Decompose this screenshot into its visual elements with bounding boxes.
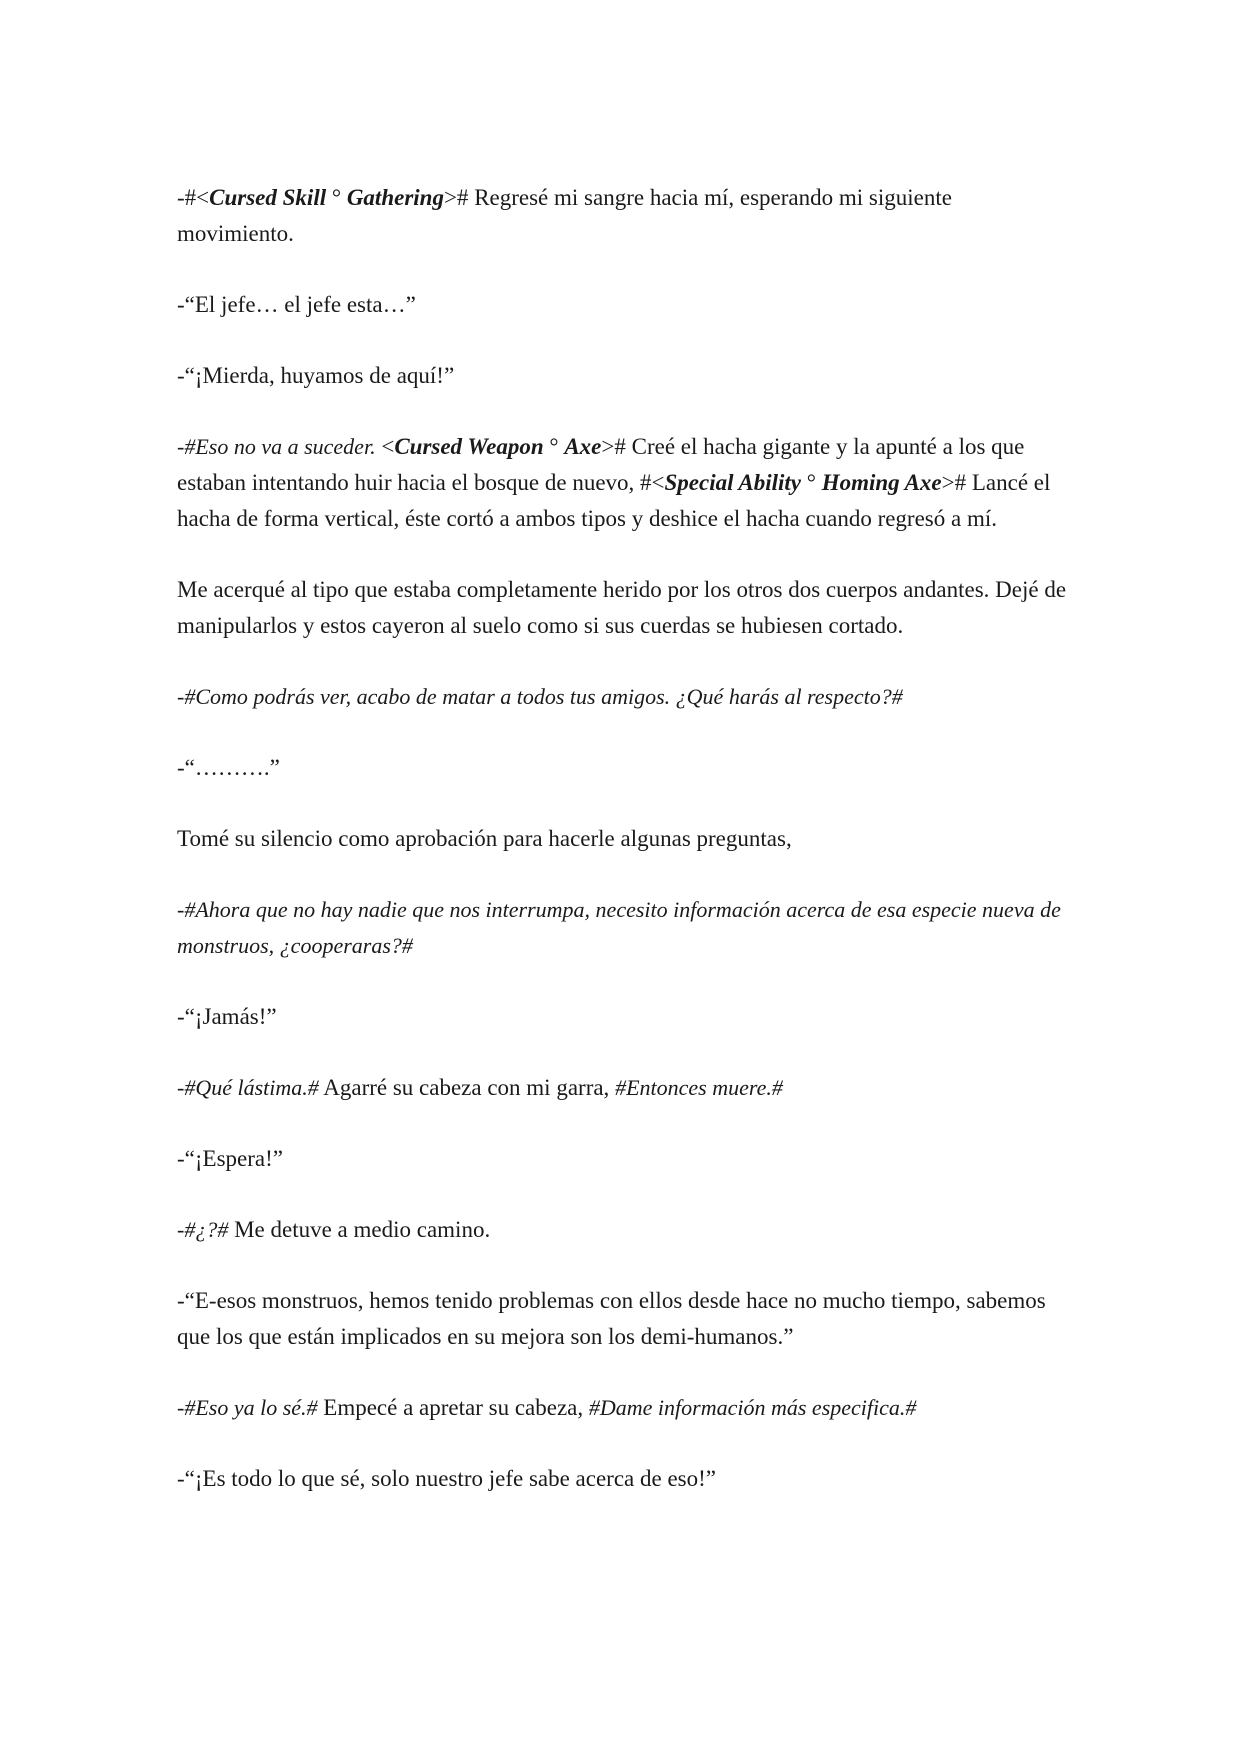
thought-text: -#Qué lástima.# [177, 1075, 319, 1100]
paragraph-9 [177, 892, 1067, 964]
paragraph-1 [177, 180, 1067, 252]
paragraph-10 [177, 999, 1067, 1035]
paragraph-4 [177, 429, 1067, 537]
segment: ># [443, 185, 469, 210]
segment: -“¡Jamás!” [177, 1004, 277, 1029]
skill-name: Gathering [346, 185, 444, 210]
skill-name: Axe [564, 434, 602, 459]
segment: -“El jefe… el jefe esta…” [177, 292, 416, 317]
segment: Empecé a apretar su cabeza, [317, 1395, 589, 1420]
thought-text: -#Ahora que no hay nadie que nos interrumpa, necesito información acerca de esa especie nueva de monstruos, ¿cooperaras?# [177, 897, 1061, 958]
segment: ° [326, 185, 347, 210]
paragraph-6 [177, 679, 1067, 715]
paragraph-8 [177, 821, 1067, 857]
segment: ° [801, 470, 822, 495]
segment: -“……….” [177, 755, 280, 780]
segment: Me acerqué al tipo que estaba completamente herido por los otros dos cuerpos andantes. Dejé de manipularlos y estos cayeron al suelo como si sus cuerdas se hubiesen cortado. [177, 577, 1067, 638]
paragraph-16 [177, 1461, 1067, 1497]
segment: Regresé mi sangre hacia mí, esperando mi siguiente movimiento. [177, 185, 952, 246]
segment: -“E-esos monstruos, hemos tenido problemas con ellos desde hace no mucho tiempo, sabemos que los que están implicados en su mejora son los demi-humanos.” [177, 1288, 1046, 1349]
segment: ># [941, 470, 967, 495]
thought-text: -#¿?# [177, 1217, 229, 1242]
segment: -“¡Mierda, huyamos de aquí!” [177, 363, 455, 388]
paragraph-15 [177, 1390, 1067, 1426]
skill-name: Homing Axe [821, 470, 942, 495]
paragraph-14 [177, 1283, 1067, 1355]
paragraph-12 [177, 1141, 1067, 1177]
segment: Creé el hacha gigante y la apunté a los que estaban intentando huir hacia el bosque de nuevo, #< [177, 434, 1025, 495]
segment: Agarré su cabeza con mi garra, [318, 1075, 616, 1100]
segment: -“¡Es todo lo que sé, solo nuestro jefe sabe acerca de eso!” [177, 1466, 716, 1491]
segment: Lancé el hacha de forma vertical, éste cortó a ambos tipos y deshice el hacha cuando regresó a mí. [177, 470, 1051, 531]
segment: -#< [177, 185, 210, 210]
paragraph-3 [177, 358, 1067, 394]
document-page [177, 180, 1067, 1532]
segment: ° [543, 434, 565, 459]
paragraph-11 [177, 1070, 1067, 1106]
thought-text: -#Como podrás ver, acabo de matar a todos tus amigos. ¿Qué harás al respecto?# [177, 684, 903, 709]
skill-name: Special Ability [664, 470, 802, 495]
segment: ># [601, 434, 626, 459]
thought-text: -#Eso no va a suceder. [177, 434, 376, 459]
paragraph-7 [177, 750, 1067, 786]
paragraph-13 [177, 1212, 1067, 1248]
segment: < [375, 434, 395, 459]
segment: Tomé su silencio como aprobación para hacerle algunas preguntas, [177, 826, 792, 851]
skill-name: Cursed Skill [209, 185, 327, 210]
thought-text: #Entonces muere.# [615, 1075, 783, 1100]
thought-text: -#Eso ya lo sé.# [177, 1395, 318, 1420]
paragraph-5 [177, 572, 1067, 644]
paragraph-2 [177, 287, 1067, 323]
skill-name: Cursed Weapon [394, 434, 544, 459]
thought-text: #Dame información más especifica.# [588, 1395, 917, 1420]
segment: Me detuve a medio camino. [228, 1217, 491, 1242]
segment: -“¡Espera!” [177, 1146, 283, 1171]
